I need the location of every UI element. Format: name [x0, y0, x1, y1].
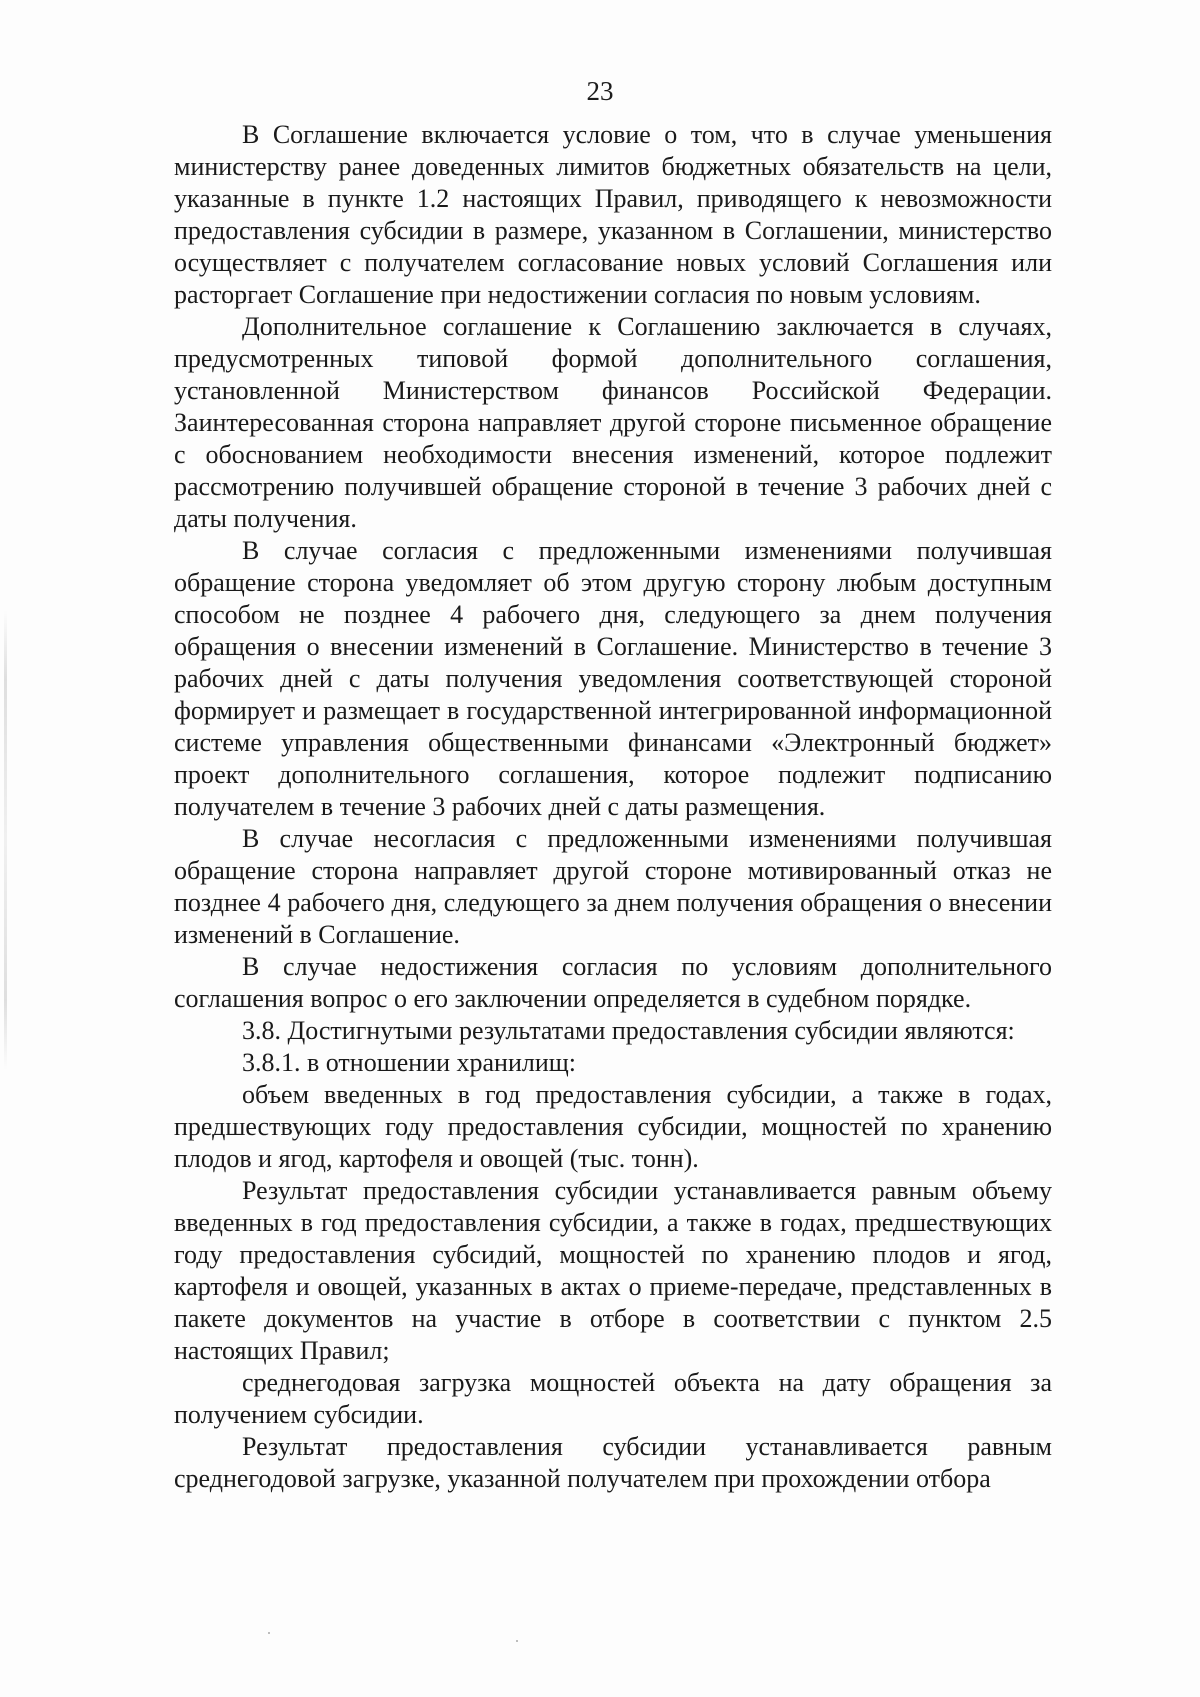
- paragraph-consent-procedure: В случае согласия с предложенными изменениями получившая обращение сторона уведомляет об этом другую сторону любым доступным способом не позднее 4 рабочего дня, следующего за днем получения обращения о внесении изменений в Соглашение. Министерство в течение 3 рабочих дней с даты получения уведомления соответствующей стороной формирует и размещает в государственной интегрированной информационной системе управления общественными финансами «Электронный бюджет» проект дополнительного соглашения, которое подлежит подписанию получателем в течение 3 рабочих дней с даты размещения.: [174, 536, 1052, 821]
- scan-speck: [516, 1640, 518, 1642]
- paragraph-court-procedure: В случае недостижения согласия по условиям дополнительного соглашения вопрос о его заключении определяется в судебном порядке.: [174, 952, 1052, 1013]
- paragraph-budget-limits: В Соглашение включается условие о том, что в случае уменьшения министерству ранее доведенных лимитов бюджетных обязательств на цели, указанные в пункте 1.2 настоящих Правил, приводящего к невозможности предоставления субсидии в размере, указанном в Соглашении, министерство осуществляет с получателем согласование новых условий Соглашения или расторгает Соглашение при недостижении согласия по новым условиям.: [174, 120, 1052, 309]
- document-body: [174, 119, 1052, 1495]
- paragraph-refusal-procedure: В случае несогласия с предложенными изменениями получившая обращение сторона направляет другой стороне мотивированный отказ не позднее 4 рабочего дня, следующего за днем получения обращения о внесении изменений в Соглашение.: [174, 824, 1052, 949]
- paragraph-additional-agreement: Дополнительное соглашение к Соглашению заключается в случаях, предусмотренных типовой формой дополнительного соглашения, установленной Министерством финансов Российской Федерации. Заинтересованная сторона направляет другой стороне письменное обращение с обоснованием необходимости внесения изменений, которое подлежит рассмотрению получившей обращение стороной в течение 3 рабочих дней с даты получения.: [174, 312, 1052, 533]
- scan-speck: [268, 1632, 270, 1634]
- paragraph-result-load: Результат предоставления субсидии устанавливается равным среднегодовой загрузке, указанной получателем при прохождении отбора: [174, 1432, 1052, 1493]
- paragraph-average-load: среднегодовая загрузка мощностей объекта на дату обращения за получением субсидии.: [174, 1368, 1052, 1429]
- paragraph-result-volume: Результат предоставления субсидии устанавливается равным объему введенных в год предоставления субсидии, а также в годах, предшествующих году предоставления субсидий, мощностей по хранению плодов и ягод, картофеля и овощей, указанных в актах о приеме-передаче, представленных в пакете документов на участие в отборе в соответствии с пунктом 2.5 настоящих Правил;: [174, 1176, 1052, 1365]
- paragraph-section-3-8-1: 3.8.1. в отношении хранилищ:: [242, 1048, 577, 1077]
- paragraph-section-3-8: 3.8. Достигнутыми результатами предоставления субсидии являются:: [242, 1016, 1015, 1045]
- page-number: 23: [586, 76, 614, 106]
- scan-edge-shadow: [4, 610, 7, 1070]
- paragraph-storage-volume: объем введенных в год предоставления субсидии, а также в годах, предшествующих году предоставления субсидии, мощностей по хранению плодов и ягод, картофеля и овощей (тыс. тонн).: [174, 1080, 1052, 1173]
